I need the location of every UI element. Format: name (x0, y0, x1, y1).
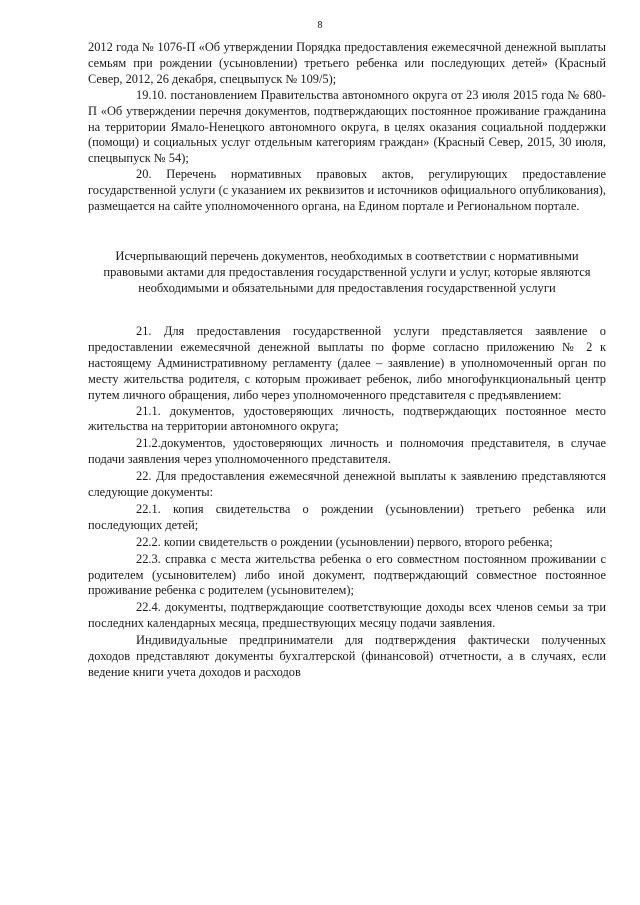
paragraph-19-10: 19.10. постановлением Правительства автономного округа от 23 июля 2015 года № 680-П «Об утверждении перечня документов, подтверждающих постоянное проживание гражданина на территории Ямало-Ненецкого автономного округа, в целях оказания социальной поддержки (помощи) и социальных услуг отдельным категориям граждан» (Красный Север, 2015, 30 июля, спецвыпуск № 54); (88, 87, 606, 166)
paragraph-22-1: 22.1. копия свидетельства о рождении (усыновлении) третьего ребенка или последующих детей; (88, 501, 606, 532)
paragraph-20: 20. Перечень нормативных правовых актов, регулирующих предоставление государственной услуги (с указанием их реквизитов и источников официального опубликования), размещается на сайте уполномоченного органа, на Едином портале и Региональном портале. (88, 167, 606, 214)
page-number: 8 (317, 20, 323, 31)
paragraph-21-1: 21.1. документов, удостоверяющих личность, подтверждающих постоянное место жительства на территории автономного округа; (88, 403, 606, 434)
section-heading: Исчерпывающий перечень документов, необходимых в соответствии с нормативными правовыми актами для предоставления государственной услуги и услуг, которые являются необходимыми и обязательными для предоставления государственной услуги (103, 248, 591, 295)
paragraph-19-9-continuation: 2012 года № 1076-П «Об утверждении Порядка предоставления ежемесячной денежной выплаты семьям при рождении (усыновлении) третьего ребенка или последующих детей» (Красный Север, 2012, 26 декабря, спецвыпуск № 109/5); (88, 40, 606, 86)
paragraph-21-2: 21.2.документов, удостоверяющих личность и полномочия представителя, в случае подачи заявления через уполномоченного представителя. (88, 436, 606, 467)
paragraph-22-2: 22.2. копии свидетельств о рождении (усыновлении) первого, второго ребенка; (136, 534, 553, 549)
document-body (88, 40, 606, 681)
paragraph-individual-entrepreneurs: Индивидуальные предприниматели для подтверждения фактически полученных доходов представляют документы бухгалтерской (финансовой) отчетности, а в случаях, если ведение книги учета доходов и расходов (88, 633, 606, 679)
paragraph-22-4: 22.4. документы, подтверждающие соответствующие доходы всех членов семьи за три последних календарных месяца, предшествующих месяцу подачи заявления. (88, 600, 606, 631)
paragraph-22: 22. Для предоставления ежемесячной денежной выплаты к заявлению представляются следующие документы: (88, 469, 606, 500)
paragraph-21: 21. Для предоставления государственной услуги представляется заявление о предоставлении ежемесячной денежной выплаты по форме согласно приложению № 2 к настоящему Административному регламенту (далее – заявление) в уполномоченный орган по месту жительства родителя, с которым проживает ребенок, либо многофункциональный центр путем личного обращения, либо через уполномоченного представителя с предъявлением: (88, 323, 606, 402)
paragraph-22-3: 22.3. справка с места жительства ребенка о его совместном постоянном проживании с родителем (усыновителем) либо иной документ, подтверждающий совместное постоянное проживание ребенка с родителем (усыновителем); (88, 551, 606, 598)
